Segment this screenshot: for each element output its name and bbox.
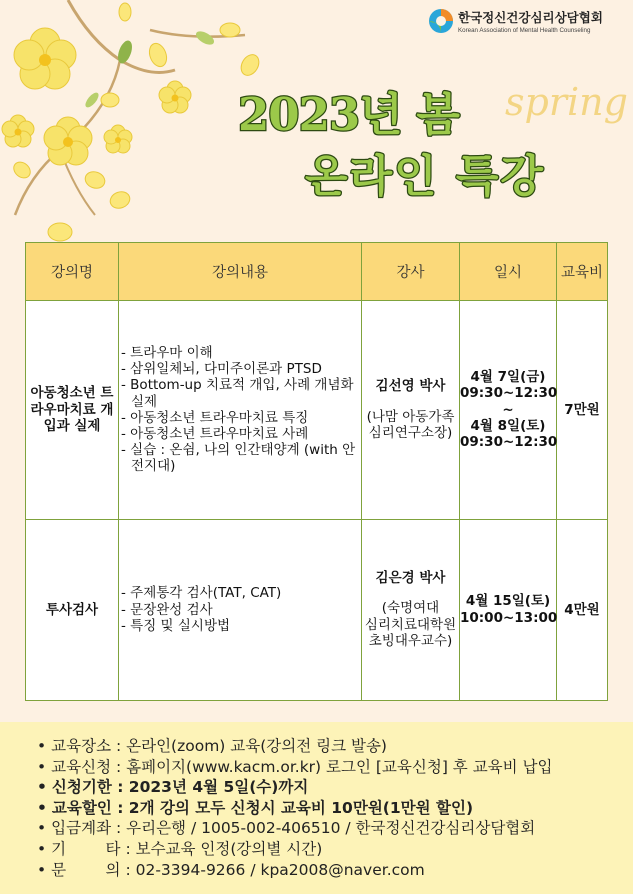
info-bank-account: • 입금계좌 : 우리은행 / 1005-002-406510 / 한국정신건강심리상담협회 xyxy=(37,818,552,839)
course-content xyxy=(119,301,362,520)
course-lecturer xyxy=(362,519,460,700)
lecturer-affiliation: (나맘 아동가족 심리연구소장) xyxy=(366,408,455,441)
info-discount: • 교육할인 : 2개 강의 모두 신청시 교육비 10만원(1만원 할인) xyxy=(37,798,552,819)
content-item: - 주제통각 검사(TAT, CAT) xyxy=(121,585,361,601)
content-item: - 특징 및 실시방법 xyxy=(121,618,361,634)
content-item: - 삼위일체뇌, 다미주이론과 PTSD xyxy=(121,361,361,377)
course-fee: 4만원 xyxy=(557,519,608,700)
course-table xyxy=(25,242,608,701)
information-list xyxy=(37,736,552,880)
time-line: 10:00~13:00 xyxy=(460,609,558,626)
info-other: • 기 타 : 보수교육 인정(강의별 시간) xyxy=(37,839,552,860)
header-fee: 교육비 xyxy=(557,243,608,301)
forsythia-flowers-illustration xyxy=(0,0,260,250)
organization-logo-icon xyxy=(428,8,454,34)
header-date: 일시 xyxy=(460,243,557,301)
header-course-name: 강의명 xyxy=(26,243,119,301)
time-line: 09:30~12:30 xyxy=(460,385,558,402)
lecturer-name: 김은경 박사 xyxy=(375,569,446,586)
spring-script-decoration: spring xyxy=(505,80,628,124)
content-item: - 문장완성 검사 xyxy=(121,602,361,618)
content-item: - Bottom-up 치료적 개입, 사례 개념화 실제 xyxy=(121,377,361,409)
date-range-separator: ~ xyxy=(502,401,514,418)
info-location: • 교육장소 : 온라인(zoom) 교육(강의전 링크 발송) xyxy=(37,736,552,757)
lecturer-name: 김선영 박사 xyxy=(375,378,446,395)
organization-name-english: Korean Association of Mental Health Counseling xyxy=(458,27,591,34)
table-row xyxy=(26,301,608,520)
lecturer-affiliation: (숙명여대 심리치료대학원 초빙대우교수) xyxy=(364,600,457,650)
time-line: 09:30~12:30 xyxy=(460,434,558,451)
content-item: - 아동청소년 트라우마치료 특징 xyxy=(121,410,361,426)
course-date xyxy=(460,519,557,700)
date-line: 4월 15일(토) xyxy=(465,593,551,610)
information-section xyxy=(0,722,633,894)
info-contact: • 문 의 : 02-3394-9266 / kpa2008@naver.com xyxy=(37,860,552,881)
course-fee: 7만원 xyxy=(557,301,608,520)
table-row xyxy=(26,519,608,700)
course-content xyxy=(119,519,362,700)
course-name: 투사검사 xyxy=(26,519,119,700)
course-date xyxy=(460,301,557,520)
content-item: - 실습 : 온쉼, 나의 인간태양계 (with 안전지대) xyxy=(121,442,361,474)
course-name: 아동청소년 트라우마치료 개입과 실제 xyxy=(26,301,119,520)
header-course-content: 강의내용 xyxy=(119,243,362,301)
date-line: 4월 8일(토) xyxy=(470,418,546,434)
header-lecturer: 강사 xyxy=(362,243,460,301)
course-lecturer xyxy=(362,301,460,520)
info-deadline: • 신청기한 : 2023년 4월 5일(수)까지 xyxy=(37,777,552,798)
organization-logo xyxy=(428,8,603,34)
date-line: 4월 7일(금) xyxy=(470,368,546,385)
table-header-row xyxy=(26,243,608,301)
poster-title-main: 온라인 특강 xyxy=(305,151,545,202)
content-item: - 아동청소년 트라우마치료 사례 xyxy=(121,426,361,442)
content-item: - 트라우마 이해 xyxy=(121,345,361,361)
poster-title-year: 2023년 봄 xyxy=(238,88,459,141)
organization-name-korean: 한국정신건강심리상담협회 xyxy=(458,10,603,25)
info-application: • 교육신청 : 홈페이지(www.kacm.or.kr) 로그인 [교육신청] 후 교육비 납입 xyxy=(37,757,552,778)
